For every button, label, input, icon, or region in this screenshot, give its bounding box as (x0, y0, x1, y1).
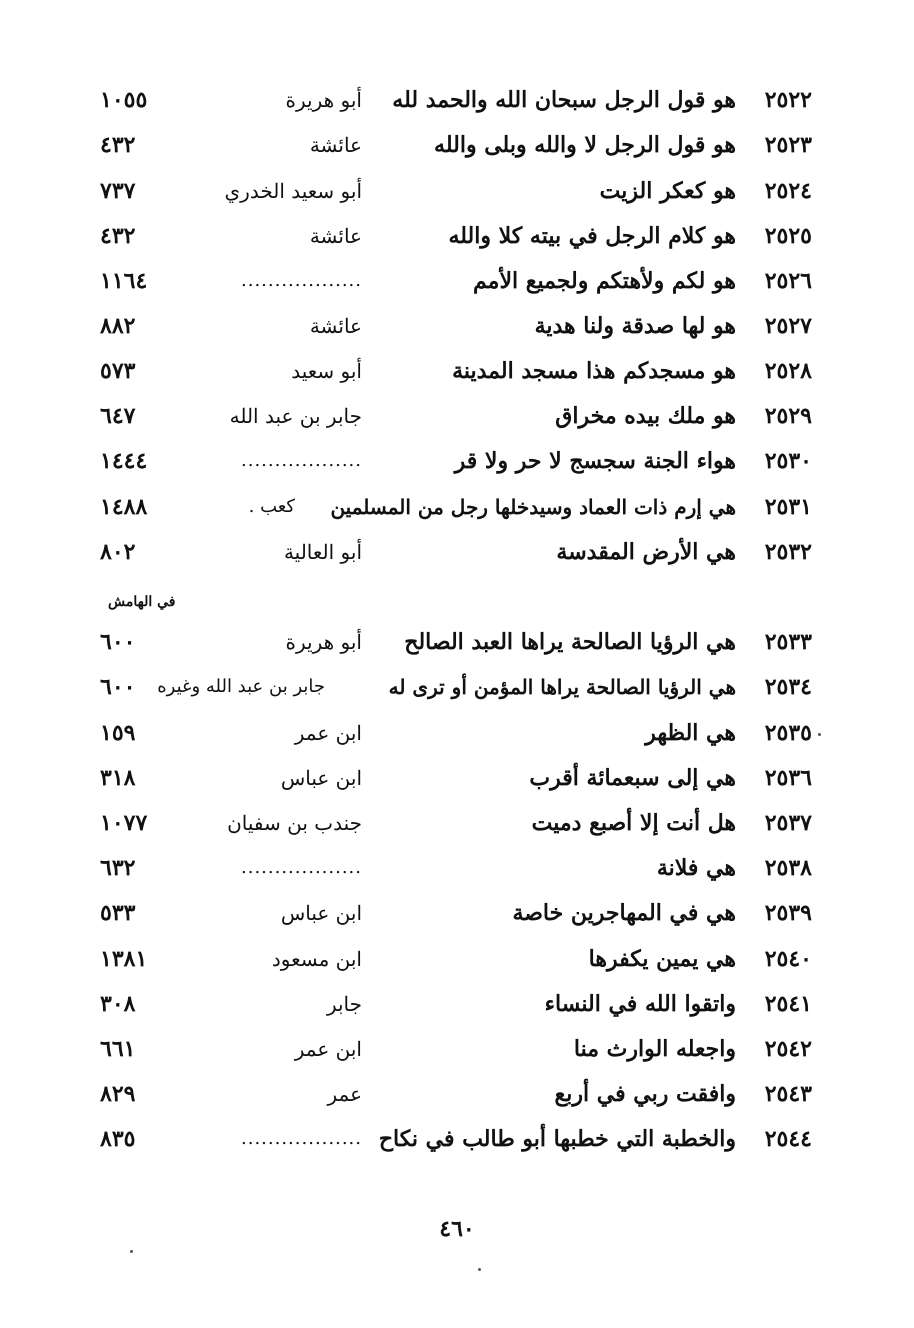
hadith-text: هو ملك بيده مخراق (555, 403, 736, 429)
index-entry (100, 1119, 812, 1159)
entry-number: ٢٥٢٧ (764, 313, 812, 339)
hadith-text: وافقت ربي في أربع (554, 1081, 736, 1107)
index-entry (100, 125, 812, 165)
entry-number: ٢٥٤١ (764, 991, 812, 1017)
narrator: ابن مسعود (271, 947, 362, 971)
entry-number: ٢٥٢٣ (764, 132, 812, 158)
narrator: أبو سعيد (291, 359, 362, 383)
page-reference: ١١٦٤ (100, 268, 148, 294)
page-reference: ٦٠٠ (100, 629, 136, 655)
index-entry (100, 441, 812, 481)
hadith-text: هي الرؤيا الصالحة يراها المؤمن أو ترى له (388, 675, 736, 699)
entry-number: ٢٥٣٥ (764, 720, 812, 746)
hadith-text: هي في المهاجرين خاصة (512, 900, 736, 926)
entry-number: ٢٥٢٢ (764, 87, 812, 113)
narrator-placeholder: .................. (241, 857, 362, 878)
entry-number: ٢٥٣٨ (764, 855, 812, 881)
narrator: كعب . (248, 496, 295, 517)
index-entry (100, 803, 812, 843)
entry-number: ٢٥٤٢ (764, 1036, 812, 1062)
hadith-text: هو قول الرجل سبحان الله والحمد لله (392, 87, 736, 113)
entry-number: ٢٥٣٤ (764, 674, 812, 700)
narrator: جابر (326, 992, 362, 1016)
page-reference: ١٥٩ (100, 720, 136, 746)
narrator: ابن عمر (294, 721, 362, 745)
page-reference: ٨٢٩ (100, 1081, 136, 1107)
entry-number: ٢٥٢٤ (764, 178, 812, 204)
narrator: ابن عمر (294, 1037, 362, 1061)
page-reference: ٣١٨ (100, 765, 136, 791)
narrator: عائشة (309, 224, 362, 248)
hadith-text: واتقوا الله في النساء (544, 991, 736, 1017)
entry-number: ٢٥٢٦ (764, 268, 812, 294)
index-entry (100, 1029, 812, 1069)
narrator-placeholder: .................. (241, 450, 362, 471)
page-reference: ١٤٨٨ (100, 494, 148, 520)
entry-number: ٢٥٣٠ (764, 448, 812, 474)
hadith-text: هي إرم ذات العماد وسيدخلها رجل من المسلمين (330, 495, 736, 519)
index-entry (100, 216, 812, 256)
entry-number: ٢٥٢٥ (764, 223, 812, 249)
entry-number: ٢٥٤٣ (764, 1081, 812, 1107)
page-reference: ١٤٤٤ (100, 448, 148, 474)
print-speck (130, 1250, 133, 1253)
index-entry (100, 622, 812, 662)
page-reference: ٤٣٢ (100, 223, 136, 249)
hadith-text: هو لكم ولأهتكم ولجميع الأمم (473, 268, 736, 294)
hadith-text: هي الرؤيا الصالحة يراها العبد الصالح (404, 629, 736, 655)
narrator: عائشة (309, 314, 362, 338)
hadith-text: هي الظهر (645, 720, 736, 746)
narrator: جندب بن سفيان (227, 811, 362, 835)
page-reference: ١٣٨١ (100, 946, 148, 972)
index-entry (100, 893, 812, 933)
page-reference: ٤٣٢ (100, 132, 136, 158)
page-number: ٤٦٠ (439, 1216, 475, 1242)
entry-number: ٢٥٣٣ (764, 629, 812, 655)
page-reference: ٦٤٧ (100, 403, 136, 429)
index-entry (100, 939, 812, 979)
index-entry (100, 171, 812, 211)
page-reference: ٨٨٢ (100, 313, 136, 339)
page-reference: ٦٣٢ (100, 855, 136, 881)
index-entry (100, 713, 812, 753)
page-reference: ٣٠٨ (100, 991, 136, 1017)
entry-number: ٢٥٣٢ (764, 539, 812, 565)
index-entry (100, 532, 812, 572)
narrator: ابن عباس (280, 766, 362, 790)
index-entry (100, 351, 812, 391)
print-speck (478, 1268, 481, 1271)
narrator: أبو سعيد الخدري (224, 179, 362, 203)
narrator: عائشة (309, 133, 362, 157)
entry-number: ٢٥٣٦ (764, 765, 812, 791)
narrator: أبو هريرة (285, 88, 362, 112)
entry-number: ٢٥٣١ (764, 494, 812, 520)
narrator-placeholder: .................. (241, 1128, 362, 1149)
index-entry (100, 758, 812, 798)
index-entry (100, 261, 812, 301)
page-reference: ١٠٥٥ (100, 87, 148, 113)
entry-number: ٢٥٢٨ (764, 358, 812, 384)
hadith-text: هواء الجنة سجسج لا حر ولا قر (454, 448, 736, 474)
page-reference: ٦٦١ (100, 1036, 136, 1062)
entry-number: ٢٥٤٠ (764, 946, 812, 972)
index-entry (100, 667, 812, 707)
hadith-text: والخطبة التي خطبها أبو طالب في نكاح (378, 1126, 736, 1152)
hadith-text: هو كعكر الزيت (599, 178, 736, 204)
hadith-text: هي إلى سبعمائة أقرب (529, 765, 736, 791)
hadith-text: هي يمين يكفرها (588, 946, 736, 972)
narrator: جابر بن عبد الله (229, 404, 362, 428)
page-reference: ٨٣٥ (100, 1126, 136, 1152)
entry-number: ٢٥٣٧ (764, 810, 812, 836)
hadith-text: هي الأرض المقدسة (556, 539, 736, 565)
page-reference: ٧٣٧ (100, 178, 136, 204)
margin-note: في الهامش (108, 594, 176, 610)
narrator-placeholder: .................. (241, 270, 362, 291)
page-reference: ١٠٧٧ (100, 810, 148, 836)
narrator: أبو هريرة (285, 630, 362, 654)
index-entry (100, 848, 812, 888)
page-reference: ٥٣٣ (100, 900, 136, 926)
print-speck (818, 733, 821, 736)
hadith-text: هل أنت إلا أصبع دميت (531, 810, 736, 836)
hadith-text: هو كلام الرجل في بيته كلا والله (448, 223, 736, 249)
narrator: ابن عباس (280, 901, 362, 925)
index-entry (100, 984, 812, 1024)
page-reference: ٨٠٢ (100, 539, 136, 565)
index-entry (100, 80, 812, 120)
index-entry (100, 306, 812, 346)
narrator: جابر بن عبد الله وغيره (157, 676, 325, 697)
hadith-text: هي فلانة (656, 855, 736, 881)
hadith-text: هو مسجدكم هذا مسجد المدينة (452, 358, 736, 384)
index-entry (100, 1074, 812, 1114)
narrator: عمر (327, 1082, 362, 1106)
narrator: أبو العالية (283, 540, 362, 564)
index-entry (100, 396, 812, 436)
hadith-text: هو قول الرجل لا والله وبلى والله (434, 132, 736, 158)
hadith-text: واجعله الوارث منا (573, 1036, 736, 1062)
entry-number: ٢٥٢٩ (764, 403, 812, 429)
page-reference: ٥٧٣ (100, 358, 136, 384)
index-entry (100, 487, 812, 527)
hadith-text: هو لها صدقة ولنا هدية (534, 313, 736, 339)
entry-number: ٢٥٤٤ (764, 1126, 812, 1152)
page-reference: ٦٠٠ (100, 674, 136, 700)
entry-number: ٢٥٣٩ (764, 900, 812, 926)
